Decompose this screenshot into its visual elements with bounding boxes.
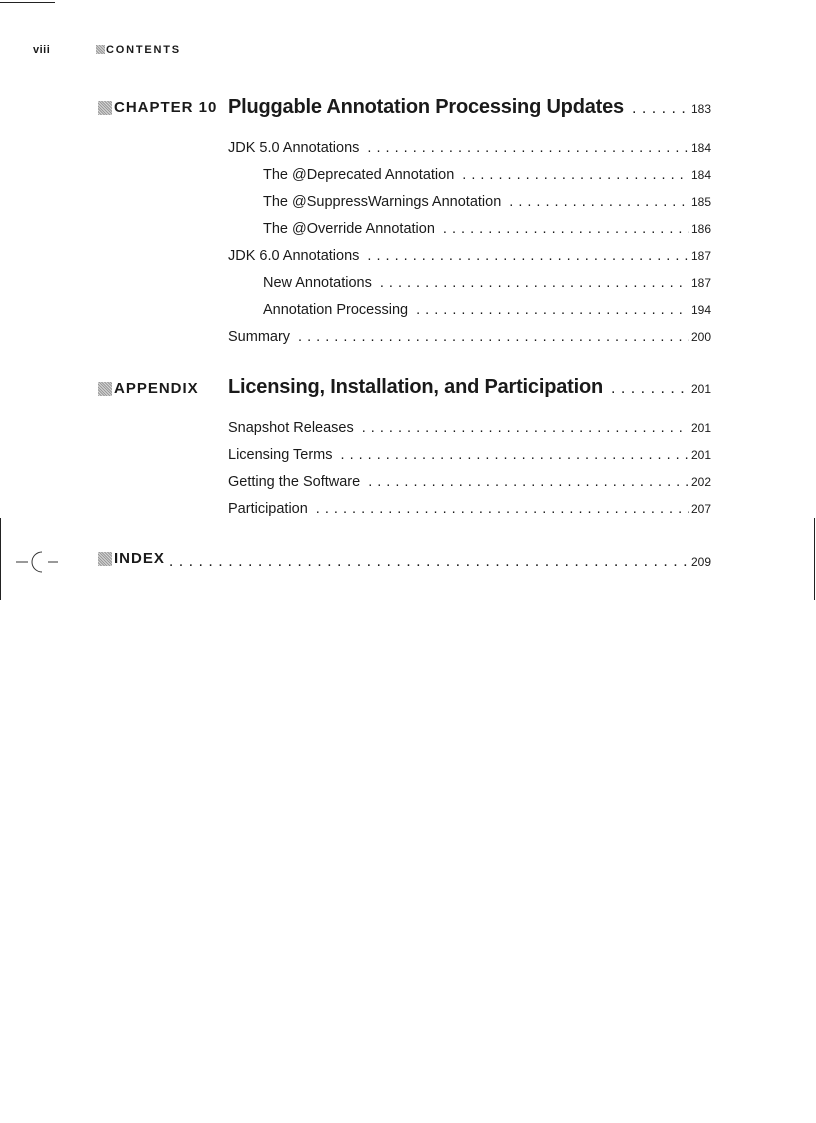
toc-entry[interactable] — [263, 302, 711, 318]
gray-block-icon — [98, 382, 112, 396]
dot-leader — [341, 447, 689, 462]
dot-leader — [380, 275, 689, 290]
toc-entry-page: 201 — [690, 421, 711, 435]
chapter-title: Pluggable Annotation Processing Updates — [228, 96, 624, 118]
dot-leader — [509, 194, 689, 209]
dot-leader — [611, 380, 689, 396]
index-entry[interactable] — [98, 550, 711, 569]
toc-entry-title: The @Deprecated Annotation — [263, 167, 455, 183]
toc-entry-title: Annotation Processing — [263, 302, 409, 318]
dot-leader — [298, 329, 689, 344]
toc-entry-title: Participation — [228, 501, 308, 517]
dot-leader — [443, 221, 689, 236]
index-label — [98, 550, 165, 567]
index-page: 209 — [690, 554, 711, 569]
toc-entry-page: 184 — [690, 141, 711, 155]
toc-entry-title: Snapshot Releases — [228, 420, 354, 436]
dot-leader — [169, 553, 689, 569]
crop-mark-top — [0, 2, 55, 3]
toc-entry-page: 207 — [690, 502, 711, 516]
dot-leader — [367, 248, 689, 263]
crop-mark-right — [814, 518, 815, 600]
dot-leader — [367, 140, 689, 155]
toc-entry-page: 201 — [690, 448, 711, 462]
chapter-title-entry[interactable] — [228, 96, 711, 119]
registration-mark-icon — [16, 549, 60, 575]
toc-entry-page: 185 — [690, 195, 711, 209]
toc-entry-title: The @Override Annotation — [263, 221, 435, 237]
running-head-section — [96, 44, 181, 56]
toc-entry-title: Getting the Software — [228, 474, 361, 490]
chapter-label-text: CHAPTER 10 — [114, 99, 218, 116]
running-head-section-label: CONTENTS — [106, 44, 181, 56]
toc-entry-page: 194 — [690, 303, 711, 317]
toc-entry[interactable] — [263, 221, 711, 237]
toc-entry[interactable] — [263, 275, 711, 291]
crop-mark-left — [0, 518, 1, 600]
toc-entry-title: JDK 6.0 Annotations — [228, 248, 360, 264]
dot-leader — [368, 474, 689, 489]
dot-leader — [416, 302, 689, 317]
toc-entry-page: 202 — [690, 475, 711, 489]
appendix-page: 201 — [690, 382, 711, 396]
toc-entry[interactable] — [228, 140, 711, 156]
running-head-page-number: viii — [33, 44, 51, 56]
gray-block-icon — [96, 45, 105, 54]
toc-entry[interactable] — [263, 167, 711, 183]
dot-leader — [362, 420, 689, 435]
appendix-label-text: APPENDIX — [114, 380, 199, 397]
toc-entry-page: 187 — [690, 276, 711, 290]
chapter-page: 183 — [690, 102, 711, 116]
toc-entry[interactable] — [228, 329, 711, 345]
toc-entry-title: JDK 5.0 Annotations — [228, 140, 360, 156]
dot-leader — [632, 100, 689, 116]
appendix-title-entry[interactable] — [228, 376, 711, 399]
chapter-label — [98, 99, 217, 116]
gray-block-icon — [98, 552, 112, 566]
toc-entry-page: 186 — [690, 222, 711, 236]
toc-entry-title: Summary — [228, 329, 291, 345]
toc-entry[interactable] — [228, 501, 711, 517]
toc-entry[interactable] — [228, 447, 711, 463]
toc-entry-page: 200 — [690, 330, 711, 344]
toc-entry-title: New Annotations — [263, 275, 372, 291]
appendix-label — [98, 380, 199, 397]
gray-block-icon — [98, 101, 112, 115]
toc-entry-title: The @SuppressWarnings Annotation — [263, 194, 502, 210]
dot-leader — [462, 167, 689, 182]
index-label-text: INDEX — [114, 550, 165, 567]
toc-entry[interactable] — [263, 194, 711, 210]
toc-entry[interactable] — [228, 474, 711, 490]
toc-entry[interactable] — [228, 420, 711, 436]
dot-leader — [316, 501, 689, 516]
toc-entry-title: Licensing Terms — [228, 447, 333, 463]
toc-entry-page: 187 — [690, 249, 711, 263]
toc-entry-page: 184 — [690, 168, 711, 182]
toc-entry[interactable] — [228, 248, 711, 264]
appendix-title: Licensing, Installation, and Participation — [228, 376, 603, 398]
